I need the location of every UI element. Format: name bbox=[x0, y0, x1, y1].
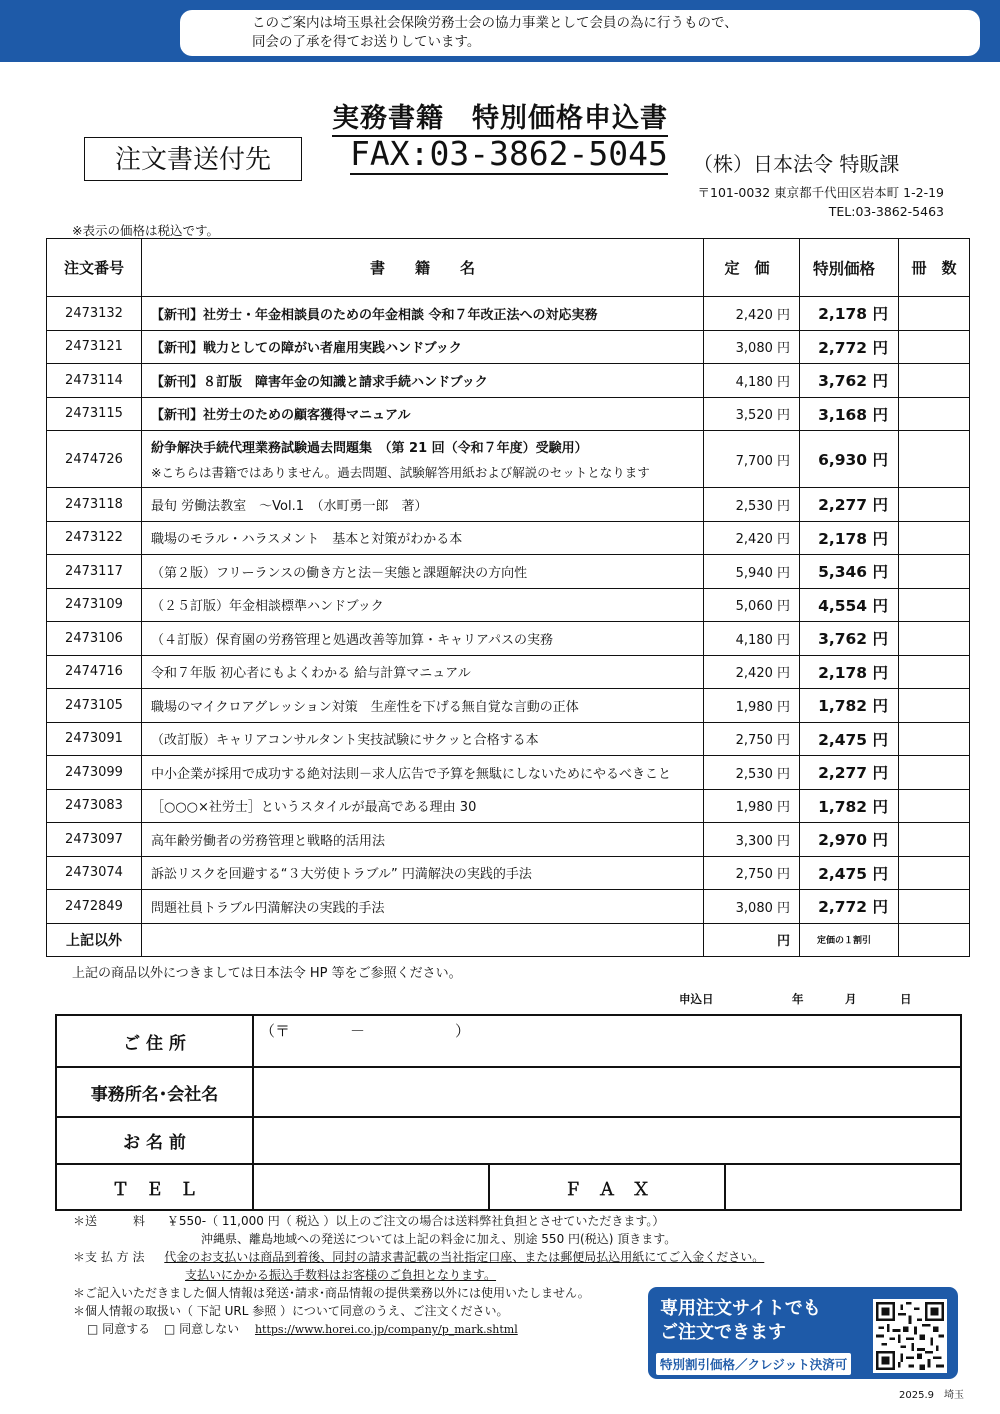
row-name: 職場のモラル・ハラスメント 基本と対策がわかる本 bbox=[142, 521, 704, 555]
header-special-price: 特別価格 bbox=[800, 239, 899, 297]
row-special-price: 5,346 円 bbox=[800, 555, 899, 589]
fax-label: Ｆ Ａ Ｘ bbox=[489, 1164, 725, 1210]
row-name: 最旬 労働法教室 ～Vol.1 （水町勇一郎 著） bbox=[142, 488, 704, 522]
row-name: 【新刊】社労士・年金相談員のための年金相談 令和７年改正法への対応実務 bbox=[142, 297, 704, 331]
row-code: 2472849 bbox=[47, 890, 142, 924]
row-code: 2473091 bbox=[47, 722, 142, 756]
row-code: 2473105 bbox=[47, 689, 142, 723]
row-qty-cell[interactable] bbox=[899, 655, 970, 689]
payment-row-2 bbox=[73, 1266, 764, 1284]
row-list-price: 1,980 円 bbox=[704, 789, 800, 823]
row-code: 2473114 bbox=[47, 364, 142, 398]
row-special-price: 2,475 円 bbox=[800, 856, 899, 890]
row-code: 2473109 bbox=[47, 588, 142, 622]
name-label: お 名 前 bbox=[56, 1117, 253, 1164]
tel-line: TEL:03-3862-5463 bbox=[828, 204, 944, 219]
table-row bbox=[47, 297, 970, 331]
other-qty-cell[interactable] bbox=[899, 923, 970, 957]
tax-note: ※表示の価格は税込です。 bbox=[72, 223, 219, 238]
row-list-price: 2,420 円 bbox=[704, 521, 800, 555]
table-row bbox=[47, 330, 970, 364]
row-qty-cell[interactable] bbox=[899, 364, 970, 398]
table-row bbox=[47, 823, 970, 857]
table-row bbox=[47, 890, 970, 924]
row-list-price: 2,420 円 bbox=[704, 297, 800, 331]
table-row bbox=[47, 555, 970, 589]
row-special-price: 2,178 円 bbox=[800, 655, 899, 689]
row-qty-cell[interactable] bbox=[899, 856, 970, 890]
fax-number: FAX:03-3862-5045 bbox=[350, 134, 668, 173]
row-special-price: 3,762 円 bbox=[800, 622, 899, 656]
row-list-price: 3,080 円 bbox=[704, 330, 800, 364]
table-row bbox=[47, 364, 970, 398]
row-qty-cell[interactable] bbox=[899, 890, 970, 924]
other-name-cell[interactable] bbox=[142, 923, 704, 957]
table-row bbox=[47, 397, 970, 431]
tel-field[interactable] bbox=[253, 1164, 489, 1210]
name-field[interactable] bbox=[253, 1117, 961, 1164]
row-name: （４訂版）保育園の労務管理と処遇改善等加算・キャリアパスの実務 bbox=[142, 622, 704, 656]
fax-field[interactable] bbox=[725, 1164, 961, 1210]
row-special-price: 2,772 円 bbox=[800, 890, 899, 924]
header-qty: 冊 数 bbox=[899, 239, 970, 297]
row-code: 2474716 bbox=[47, 655, 142, 689]
row-special-price: 2,178 円 bbox=[800, 297, 899, 331]
row-list-price: 1,980 円 bbox=[704, 689, 800, 723]
row-qty-cell[interactable] bbox=[899, 330, 970, 364]
row-list-price: 2,530 円 bbox=[704, 756, 800, 790]
row-special-price: 6,930 円 bbox=[800, 431, 899, 488]
row-name: 【新刊】８訂版 障害年金の知識と請求手続ハンドブック bbox=[142, 364, 704, 398]
row-special-price: 2,970 円 bbox=[800, 823, 899, 857]
row-code: 2473132 bbox=[47, 297, 142, 331]
row-code: 2474726 bbox=[47, 431, 142, 488]
payment-text-2: 支払いにかかる振込手数料はお客様のご負担となります。 bbox=[185, 1268, 497, 1282]
row-special-price: 2,475 円 bbox=[800, 722, 899, 756]
privacy-text-2: ＊個人情報の取扱い（ 下記 URL 参照 ）について同意のうえ、ご注文ください。 bbox=[73, 1304, 509, 1318]
order-table bbox=[46, 238, 970, 957]
table-row bbox=[47, 789, 970, 823]
table-row bbox=[47, 655, 970, 689]
table-row bbox=[47, 856, 970, 890]
payment-label: ＊支 払 方 法 bbox=[73, 1250, 145, 1264]
row-code: 2473074 bbox=[47, 856, 142, 890]
row-name-cell bbox=[142, 431, 704, 488]
row-qty-cell[interactable] bbox=[899, 397, 970, 431]
row-special-price: 2,277 円 bbox=[800, 756, 899, 790]
row-name: 紛争解決手続代理業務試験過去問題集 （第 21 回（令和７年度）受験用） bbox=[151, 441, 588, 456]
row-name: 訴訟リスクを回避する“３大労使トラブル” 円満解決の実践的手法 bbox=[142, 856, 704, 890]
row-list-price: 2,750 円 bbox=[704, 722, 800, 756]
row-special-price: 3,168 円 bbox=[800, 397, 899, 431]
office-field[interactable] bbox=[253, 1067, 961, 1117]
table-row bbox=[47, 756, 970, 790]
table-row bbox=[47, 431, 970, 488]
promo-sub-label: 特別割引価格／クレジット決済可 bbox=[656, 1353, 851, 1375]
row-qty-cell[interactable] bbox=[899, 689, 970, 723]
row-code: 2473115 bbox=[47, 397, 142, 431]
address-label: ご 住 所 bbox=[56, 1015, 253, 1067]
postal-hint: （〒 － ） bbox=[260, 1022, 471, 1040]
row-qty-cell[interactable] bbox=[899, 756, 970, 790]
row-name: ［○○○×社労士］というスタイルが最高である理由 30 bbox=[142, 789, 704, 823]
header-name: 書 籍 名 bbox=[142, 239, 704, 297]
row-code: 2473118 bbox=[47, 488, 142, 522]
agree-checkbox[interactable]: □ 同意する bbox=[87, 1322, 151, 1336]
table-row bbox=[47, 488, 970, 522]
row-code: 2473083 bbox=[47, 789, 142, 823]
date-label: 申込日 bbox=[679, 992, 714, 1006]
row-qty-cell[interactable] bbox=[899, 521, 970, 555]
shipping-row-1 bbox=[73, 1212, 764, 1230]
qr-code-icon[interactable] bbox=[873, 1299, 947, 1373]
row-name: 【新刊】社労士のための顧客獲得マニュアル bbox=[142, 397, 704, 431]
other-row bbox=[47, 923, 970, 957]
row-special-price: 2,178 円 bbox=[800, 521, 899, 555]
row-qty-cell[interactable] bbox=[899, 622, 970, 656]
date-month: 月 bbox=[845, 992, 857, 1006]
row-qty-cell[interactable] bbox=[899, 722, 970, 756]
row-code: 2473097 bbox=[47, 823, 142, 857]
row-list-price: 4,180 円 bbox=[704, 622, 800, 656]
row-name: 問題社員トラブル円満解決の実践的手法 bbox=[142, 890, 704, 924]
company-name: （株）日本法令 特販課 bbox=[693, 152, 900, 176]
row-name: 職場のマイクロアグレッション対策 生産性を下げる無自覚な言動の正体 bbox=[142, 689, 704, 723]
company-address bbox=[698, 183, 944, 221]
address-field[interactable] bbox=[253, 1015, 961, 1067]
office-label: 事務所名･会社名 bbox=[56, 1067, 253, 1117]
row-name: 【新刊】戦力としての障がい者雇用実践ハンドブック bbox=[142, 330, 704, 364]
shipping-text-2: 沖縄県、離島地域への発送については上記の料金に加え、別途 550 円(税込) 頂きます。 bbox=[201, 1232, 677, 1246]
privacy-text-1: ＊ご記入いただきました個人情報は発送･請求･商品情報の提供業務以外には使用いたしません。 bbox=[73, 1286, 590, 1300]
privacy-url-link[interactable]: https://www.horei.co.jp/company/p_mark.shtml bbox=[254, 1323, 518, 1336]
notice-box bbox=[180, 10, 980, 56]
row-special-price: 4,554 円 bbox=[800, 588, 899, 622]
row-special-price: 3,762 円 bbox=[800, 364, 899, 398]
row-code: 2473099 bbox=[47, 756, 142, 790]
row-list-price: 7,700 円 bbox=[704, 431, 800, 488]
row-list-price: 3,300 円 bbox=[704, 823, 800, 857]
row-list-price: 5,940 円 bbox=[704, 555, 800, 589]
row-qty-cell[interactable] bbox=[899, 488, 970, 522]
page-title: 実務書籍 特別価格申込書 bbox=[0, 96, 1000, 135]
shipping-label: ＊送 料 bbox=[73, 1214, 146, 1228]
row-list-price: 5,060 円 bbox=[704, 588, 800, 622]
date-day: 日 bbox=[900, 992, 912, 1006]
table-row bbox=[47, 722, 970, 756]
row-list-price: 4,180 円 bbox=[704, 364, 800, 398]
footer-edition: 2025.9 埼玉 bbox=[899, 1390, 964, 1401]
row-name: （改訂版）キャリアコンサルタント実技試験にサクッと合格する本 bbox=[142, 722, 704, 756]
row-code: 2473121 bbox=[47, 330, 142, 364]
row-qty-cell[interactable] bbox=[899, 555, 970, 589]
row-code: 2473122 bbox=[47, 521, 142, 555]
row-qty-cell[interactable] bbox=[899, 431, 970, 488]
row-special-price: 1,782 円 bbox=[800, 689, 899, 723]
row-list-price: 3,520 円 bbox=[704, 397, 800, 431]
row-name: （第２版）フリーランスの働き方と法－実態と課題解決の方向性 bbox=[142, 555, 704, 589]
promo-text bbox=[660, 1297, 821, 1345]
customer-form bbox=[55, 1014, 962, 1211]
row-list-price: 2,530 円 bbox=[704, 488, 800, 522]
row-code: 2473117 bbox=[47, 555, 142, 589]
notice-line-1: このご案内は埼玉県社会保険労務士会の協力事業として会員の為に行うもので、 bbox=[252, 15, 738, 31]
other-products-note: 上記の商品以外につきましては日本法令 HP 等をご参照ください。 bbox=[72, 966, 462, 981]
date-year: 年 bbox=[792, 992, 804, 1006]
tel-label: Ｔ Ｅ Ｌ bbox=[56, 1164, 253, 1210]
table-row bbox=[47, 622, 970, 656]
row-list-price: 2,420 円 bbox=[704, 655, 800, 689]
row-qty-cell[interactable] bbox=[899, 588, 970, 622]
row-name: 令和７年版 初心者にもよくわかる 給与計算マニュアル bbox=[142, 655, 704, 689]
row-name: （２５訂版）年金相談標準ハンドブック bbox=[142, 588, 704, 622]
table-row bbox=[47, 689, 970, 723]
row-qty-cell[interactable] bbox=[899, 789, 970, 823]
row-note: ※こちらは書籍ではありません。過去問題、試験解答用紙および解説のセットとなります bbox=[151, 465, 650, 480]
table-row bbox=[47, 588, 970, 622]
disagree-checkbox[interactable]: □ 同意しない bbox=[163, 1322, 240, 1336]
row-special-price: 2,277 円 bbox=[800, 488, 899, 522]
promo-line-1: 専用注文サイトでも bbox=[660, 1298, 821, 1319]
other-yen: 円 bbox=[704, 923, 800, 957]
notice-line-2: 同会の了承を得てお送りしています。 bbox=[252, 34, 481, 50]
row-list-price: 2,750 円 bbox=[704, 856, 800, 890]
send-to-label: 注文書送付先 bbox=[84, 137, 302, 181]
row-list-price: 3,080 円 bbox=[704, 890, 800, 924]
other-label: 上記以外 bbox=[47, 923, 142, 957]
header-code: 注文番号 bbox=[47, 239, 142, 297]
promo-line-2: ご注文できます bbox=[660, 1322, 786, 1343]
row-qty-cell[interactable] bbox=[899, 823, 970, 857]
row-special-price: 2,772 円 bbox=[800, 330, 899, 364]
row-code: 2473106 bbox=[47, 622, 142, 656]
header-list-price: 定 価 bbox=[704, 239, 800, 297]
table-row bbox=[47, 521, 970, 555]
address-line: 〒101-0032 東京都千代田区岩本町 1-2-19 bbox=[697, 185, 944, 200]
payment-row-1 bbox=[73, 1248, 764, 1266]
row-qty-cell[interactable] bbox=[899, 297, 970, 331]
other-discount: 定価の１割引 bbox=[800, 923, 899, 957]
row-name: 高年齢労働者の労務管理と戦略的活用法 bbox=[142, 823, 704, 857]
row-name: 中小企業が採用で成功する絶対法則－求人広告で予算を無駄にしないためにやるべきこと bbox=[142, 756, 704, 790]
row-special-price: 1,782 円 bbox=[800, 789, 899, 823]
shipping-text-1: ￥550-（ 11,000 円（ 税込 ）以上のご注文の場合は送料弊社負担とさせていただきます。） bbox=[166, 1214, 665, 1228]
payment-text-1: 代金のお支払いは商品到着後、同封の請求書記載の当社指定口座、または郵便局払込用紙にてご入金ください。 bbox=[164, 1250, 765, 1264]
